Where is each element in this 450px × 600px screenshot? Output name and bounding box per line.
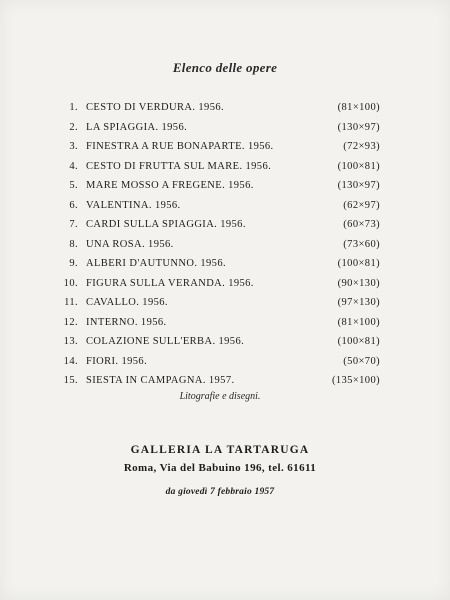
work-title: MARE MOSSO A FREGENE. 1956. [86, 180, 254, 192]
list-item [52, 254, 380, 274]
work-dimensions: (73×60) [343, 238, 380, 250]
list-item [52, 313, 380, 333]
work-number: 14. [63, 355, 78, 367]
work-dimensions: (130×97) [337, 121, 380, 133]
list-item [52, 157, 380, 177]
list-item [52, 274, 380, 294]
list-item [52, 137, 380, 157]
list-item [52, 352, 380, 372]
work-title: UNA ROSA. 1956. [86, 238, 174, 250]
work-dimensions: (130×97) [337, 180, 380, 192]
gallery-name: GALLERIA LA TARTARUGA [130, 444, 310, 456]
work-dimensions: (81×100) [337, 316, 380, 328]
work-number: 3. [69, 141, 78, 153]
work-title: COLAZIONE SULL'ERBA. 1956. [86, 336, 245, 348]
list-item [52, 118, 380, 138]
work-number: 5. [69, 180, 78, 192]
work-dimensions: (72×93) [343, 141, 380, 153]
work-title: ALBERI D'AUTUNNO. 1956. [86, 258, 226, 270]
list-item [52, 176, 380, 196]
work-dimensions: (100×81) [337, 160, 380, 172]
work-number: 4. [69, 160, 78, 172]
list-item [52, 215, 380, 235]
work-title: SIESTA IN CAMPAGNA. 1957. [86, 375, 235, 387]
work-dimensions: (97×130) [337, 297, 380, 309]
list-item [52, 293, 380, 313]
list-item [52, 235, 380, 255]
work-dimensions: (135×100) [331, 375, 380, 387]
work-number: 2. [69, 121, 78, 133]
work-dimensions: (81×100) [337, 102, 380, 114]
exhibition-date: da giovedì 7 febbraio 1957 [165, 487, 275, 497]
work-dimensions: (100×81) [337, 258, 380, 270]
work-number: 9. [69, 258, 78, 270]
work-title: LA SPIAGGIA. 1956. [86, 121, 188, 133]
work-number: 12. [63, 316, 78, 328]
work-dimensions: (62×97) [343, 199, 380, 211]
work-number: 1. [69, 102, 78, 114]
list-item [52, 196, 380, 216]
work-number: 11. [64, 297, 78, 309]
list-item [52, 332, 380, 352]
work-title: FIORI. 1956. [86, 355, 148, 367]
work-dimensions: (60×73) [343, 219, 380, 231]
work-title: FINESTRA A RUE BONAPARTE. 1956. [86, 141, 274, 153]
work-number: 10. [63, 277, 78, 289]
work-title: CESTO DI FRUTTA SUL MARE. 1956. [86, 160, 272, 172]
work-dimensions: (50×70) [343, 355, 380, 367]
work-number: 13. [63, 336, 78, 348]
work-number: 7. [69, 219, 78, 231]
work-title: CAVALLO. 1956. [86, 297, 168, 309]
work-dimensions: (100×81) [337, 336, 380, 348]
work-title: CARDI SULLA SPIAGGIA. 1956. [86, 219, 246, 231]
list-item [52, 98, 380, 118]
lithographs-note: Litografie e disegni. [179, 391, 261, 402]
work-title: INTERNO. 1956. [86, 316, 167, 328]
work-number: 6. [69, 199, 78, 211]
works-list [52, 98, 380, 391]
list-item [52, 371, 380, 391]
work-title: VALENTINA. 1956. [86, 199, 181, 211]
work-title: CESTO DI VERDURA. 1956. [86, 102, 225, 114]
work-number: 15. [63, 375, 78, 387]
list-heading: Elenco delle opere [172, 60, 278, 75]
gallery-address: Roma, Via del Babuino 196, tel. 61611 [123, 462, 317, 474]
work-number: 8. [69, 238, 78, 250]
work-dimensions: (90×130) [337, 277, 380, 289]
work-title: FIGURA SULLA VERANDA. 1956. [86, 277, 254, 289]
